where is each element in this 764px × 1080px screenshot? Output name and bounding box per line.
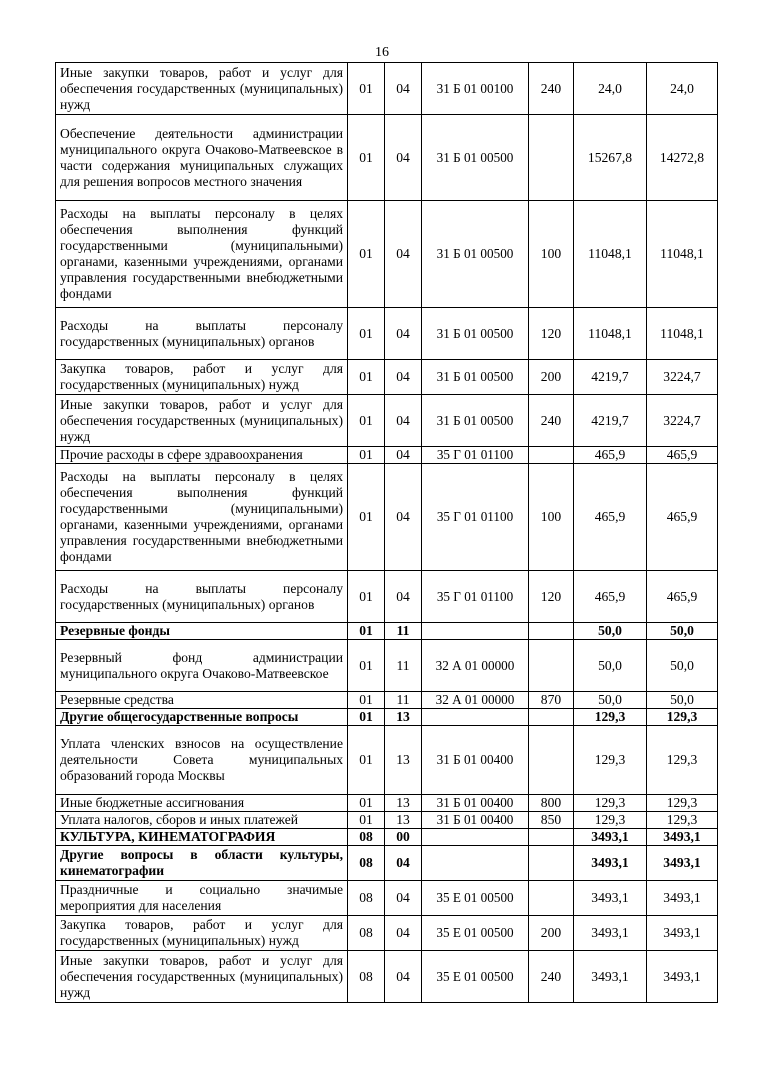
row-subsection-cell: 13 [385, 812, 422, 829]
table-row [56, 395, 718, 447]
row-expense-type-cell [529, 115, 574, 201]
row-expense-type-cell [529, 881, 574, 916]
row-subsection-cell: 04 [385, 308, 422, 360]
row-amount-1-cell: 50,0 [574, 623, 647, 640]
row-section-cell: 01 [348, 726, 385, 795]
table-row [56, 692, 718, 709]
row-expense-type-cell: 240 [529, 951, 574, 1003]
table-row [56, 63, 718, 115]
row-section-cell: 08 [348, 916, 385, 951]
row-expense-type-cell [529, 846, 574, 881]
row-name-cell: Резервный фонд администрации муниципального округа Очаково-Матвеевское [56, 640, 348, 692]
row-section-cell: 01 [348, 795, 385, 812]
row-amount-2-cell: 465,9 [647, 571, 718, 623]
row-subsection-cell: 04 [385, 360, 422, 395]
row-amount-2-cell: 50,0 [647, 640, 718, 692]
row-amount-2-cell: 50,0 [647, 623, 718, 640]
row-amount-2-cell: 129,3 [647, 812, 718, 829]
row-subsection-cell: 04 [385, 115, 422, 201]
row-amount-2-cell: 3493,1 [647, 916, 718, 951]
row-amount-1-cell: 24,0 [574, 63, 647, 115]
row-expense-type-cell: 120 [529, 571, 574, 623]
row-name-cell: Резервные фонды [56, 623, 348, 640]
row-amount-2-cell: 14272,8 [647, 115, 718, 201]
row-target-article-cell: 35 Е 01 00500 [422, 881, 529, 916]
table-row [56, 447, 718, 464]
table-row [56, 640, 718, 692]
row-expense-type-cell: 240 [529, 63, 574, 115]
row-target-article-cell: 31 Б 01 00100 [422, 63, 529, 115]
row-amount-2-cell: 3493,1 [647, 881, 718, 916]
row-amount-1-cell: 3493,1 [574, 846, 647, 881]
row-name-cell: Иные бюджетные ассигнования [56, 795, 348, 812]
row-amount-1-cell: 11048,1 [574, 201, 647, 308]
row-name-cell: КУЛЬТУРА, КИНЕМАТОГРАФИЯ [56, 829, 348, 846]
row-amount-2-cell: 3224,7 [647, 395, 718, 447]
row-target-article-cell: 35 Г 01 01100 [422, 447, 529, 464]
row-amount-2-cell: 465,9 [647, 464, 718, 571]
row-section-cell: 01 [348, 692, 385, 709]
row-subsection-cell: 04 [385, 201, 422, 308]
table-row [56, 115, 718, 201]
table-row [56, 201, 718, 308]
row-amount-1-cell: 129,3 [574, 812, 647, 829]
table-row [56, 881, 718, 916]
row-expense-type-cell: 800 [529, 795, 574, 812]
row-name-cell: Закупка товаров, работ и услуг для государственных (муниципальных) нужд [56, 360, 348, 395]
row-section-cell: 01 [348, 360, 385, 395]
row-subsection-cell: 04 [385, 881, 422, 916]
budget-table-body [56, 63, 718, 1003]
table-row [56, 709, 718, 726]
row-expense-type-cell: 100 [529, 201, 574, 308]
page-number: 16 [375, 45, 389, 60]
row-amount-1-cell: 129,3 [574, 795, 647, 812]
row-section-cell: 01 [348, 640, 385, 692]
row-expense-type-cell [529, 829, 574, 846]
row-amount-1-cell: 11048,1 [574, 308, 647, 360]
table-row [56, 308, 718, 360]
row-amount-2-cell: 3493,1 [647, 951, 718, 1003]
row-expense-type-cell [529, 447, 574, 464]
table-row [56, 726, 718, 795]
row-target-article-cell [422, 846, 529, 881]
row-amount-2-cell: 3493,1 [647, 846, 718, 881]
row-name-cell: Уплата членских взносов на осуществление деятельности Совета муниципальных образований города Москвы [56, 726, 348, 795]
row-target-article-cell [422, 829, 529, 846]
row-subsection-cell: 04 [385, 395, 422, 447]
row-name-cell: Уплата налогов, сборов и иных платежей [56, 812, 348, 829]
row-name-cell: Закупка товаров, работ и услуг для государственных (муниципальных) нужд [56, 916, 348, 951]
row-target-article-cell: 31 Б 01 00400 [422, 795, 529, 812]
row-amount-2-cell: 50,0 [647, 692, 718, 709]
row-amount-2-cell: 129,3 [647, 709, 718, 726]
row-section-cell: 08 [348, 829, 385, 846]
table-row [56, 571, 718, 623]
row-amount-1-cell: 3493,1 [574, 881, 647, 916]
row-amount-2-cell: 11048,1 [647, 308, 718, 360]
row-subsection-cell: 11 [385, 692, 422, 709]
row-target-article-cell: 35 Г 01 01100 [422, 571, 529, 623]
row-name-cell: Иные закупки товаров, работ и услуг для обеспечения государственных (муниципальных) нужд [56, 951, 348, 1003]
row-target-article-cell: 31 Б 01 00400 [422, 812, 529, 829]
row-expense-type-cell: 100 [529, 464, 574, 571]
row-amount-1-cell: 50,0 [574, 640, 647, 692]
row-name-cell: Праздничные и социально значимые мероприятия для населения [56, 881, 348, 916]
row-name-cell: Расходы на выплаты персоналу в целях обеспечения выполнения функций государственными (муниципальными) органами, казенными учреждениями, органами управления государственными внебюджетными фондами [56, 201, 348, 308]
row-amount-1-cell: 4219,7 [574, 360, 647, 395]
row-target-article-cell: 35 Е 01 00500 [422, 951, 529, 1003]
row-amount-2-cell: 24,0 [647, 63, 718, 115]
row-expense-type-cell: 200 [529, 916, 574, 951]
row-target-article-cell: 31 Б 01 00500 [422, 308, 529, 360]
row-name-cell: Иные закупки товаров, работ и услуг для обеспечения государственных (муниципальных) нужд [56, 395, 348, 447]
row-expense-type-cell [529, 640, 574, 692]
row-amount-2-cell: 129,3 [647, 726, 718, 795]
row-target-article-cell: 31 Б 01 00500 [422, 395, 529, 447]
row-target-article-cell [422, 623, 529, 640]
table-row [56, 829, 718, 846]
table-row [56, 846, 718, 881]
row-section-cell: 01 [348, 709, 385, 726]
row-expense-type-cell [529, 623, 574, 640]
row-section-cell: 01 [348, 571, 385, 623]
row-amount-2-cell: 3224,7 [647, 360, 718, 395]
row-subsection-cell: 04 [385, 916, 422, 951]
table-row [56, 916, 718, 951]
row-section-cell: 01 [348, 623, 385, 640]
row-target-article-cell: 35 Е 01 00500 [422, 916, 529, 951]
row-name-cell: Прочие расходы в сфере здравоохранения [56, 447, 348, 464]
table-row [56, 812, 718, 829]
row-amount-1-cell: 3493,1 [574, 951, 647, 1003]
row-section-cell: 01 [348, 63, 385, 115]
row-section-cell: 01 [348, 201, 385, 308]
table-row [56, 464, 718, 571]
row-section-cell: 01 [348, 464, 385, 571]
row-amount-1-cell: 465,9 [574, 447, 647, 464]
row-expense-type-cell: 870 [529, 692, 574, 709]
row-name-cell: Расходы на выплаты персоналу государственных (муниципальных) органов [56, 571, 348, 623]
row-subsection-cell: 13 [385, 726, 422, 795]
row-target-article-cell: 32 А 01 00000 [422, 640, 529, 692]
row-target-article-cell: 32 А 01 00000 [422, 692, 529, 709]
table-row [56, 951, 718, 1003]
row-expense-type-cell: 850 [529, 812, 574, 829]
row-subsection-cell: 04 [385, 846, 422, 881]
row-amount-1-cell: 50,0 [574, 692, 647, 709]
row-amount-1-cell: 465,9 [574, 571, 647, 623]
row-section-cell: 01 [348, 115, 385, 201]
row-amount-2-cell: 3493,1 [647, 829, 718, 846]
row-target-article-cell: 31 Б 01 00500 [422, 360, 529, 395]
row-section-cell: 01 [348, 395, 385, 447]
row-subsection-cell: 04 [385, 571, 422, 623]
row-subsection-cell: 11 [385, 640, 422, 692]
row-amount-1-cell: 4219,7 [574, 395, 647, 447]
row-section-cell: 08 [348, 846, 385, 881]
row-amount-1-cell: 129,3 [574, 709, 647, 726]
row-target-article-cell: 31 Б 01 00500 [422, 115, 529, 201]
row-amount-1-cell: 129,3 [574, 726, 647, 795]
row-subsection-cell: 00 [385, 829, 422, 846]
row-amount-2-cell: 465,9 [647, 447, 718, 464]
row-amount-2-cell: 129,3 [647, 795, 718, 812]
row-amount-1-cell: 15267,8 [574, 115, 647, 201]
row-name-cell: Резервные средства [56, 692, 348, 709]
row-name-cell: Другие общегосударственные вопросы [56, 709, 348, 726]
row-expense-type-cell: 240 [529, 395, 574, 447]
row-subsection-cell: 13 [385, 795, 422, 812]
row-subsection-cell: 04 [385, 951, 422, 1003]
row-expense-type-cell [529, 726, 574, 795]
row-section-cell: 01 [348, 447, 385, 464]
table-row [56, 623, 718, 640]
row-amount-1-cell: 465,9 [574, 464, 647, 571]
row-section-cell: 01 [348, 812, 385, 829]
table-row [56, 360, 718, 395]
row-subsection-cell: 04 [385, 464, 422, 571]
row-name-cell: Обеспечение деятельности администрации муниципального округа Очаково-Матвеевское в части содержания муниципальных служащих для решения вопросов местного значения [56, 115, 348, 201]
row-expense-type-cell [529, 709, 574, 726]
budget-table [55, 62, 718, 1003]
row-expense-type-cell: 120 [529, 308, 574, 360]
row-subsection-cell: 11 [385, 623, 422, 640]
row-section-cell: 01 [348, 308, 385, 360]
row-name-cell: Иные закупки товаров, работ и услуг для обеспечения государственных (муниципальных) нужд [56, 63, 348, 115]
row-target-article-cell: 31 Б 01 00400 [422, 726, 529, 795]
row-target-article-cell: 31 Б 01 00500 [422, 201, 529, 308]
row-section-cell: 08 [348, 881, 385, 916]
row-amount-1-cell: 3493,1 [574, 916, 647, 951]
row-subsection-cell: 13 [385, 709, 422, 726]
row-section-cell: 08 [348, 951, 385, 1003]
row-amount-1-cell: 3493,1 [574, 829, 647, 846]
row-amount-2-cell: 11048,1 [647, 201, 718, 308]
row-subsection-cell: 04 [385, 63, 422, 115]
table-row [56, 795, 718, 812]
row-name-cell: Расходы на выплаты персоналу в целях обеспечения выполнения функций государственными (муниципальными) органами, казенными учреждениями, органами управления государственными внебюджетными фондами [56, 464, 348, 571]
row-name-cell: Другие вопросы в области культуры, кинематографии [56, 846, 348, 881]
row-target-article-cell: 35 Г 01 01100 [422, 464, 529, 571]
row-name-cell: Расходы на выплаты персоналу государственных (муниципальных) органов [56, 308, 348, 360]
row-subsection-cell: 04 [385, 447, 422, 464]
row-expense-type-cell: 200 [529, 360, 574, 395]
row-target-article-cell [422, 709, 529, 726]
